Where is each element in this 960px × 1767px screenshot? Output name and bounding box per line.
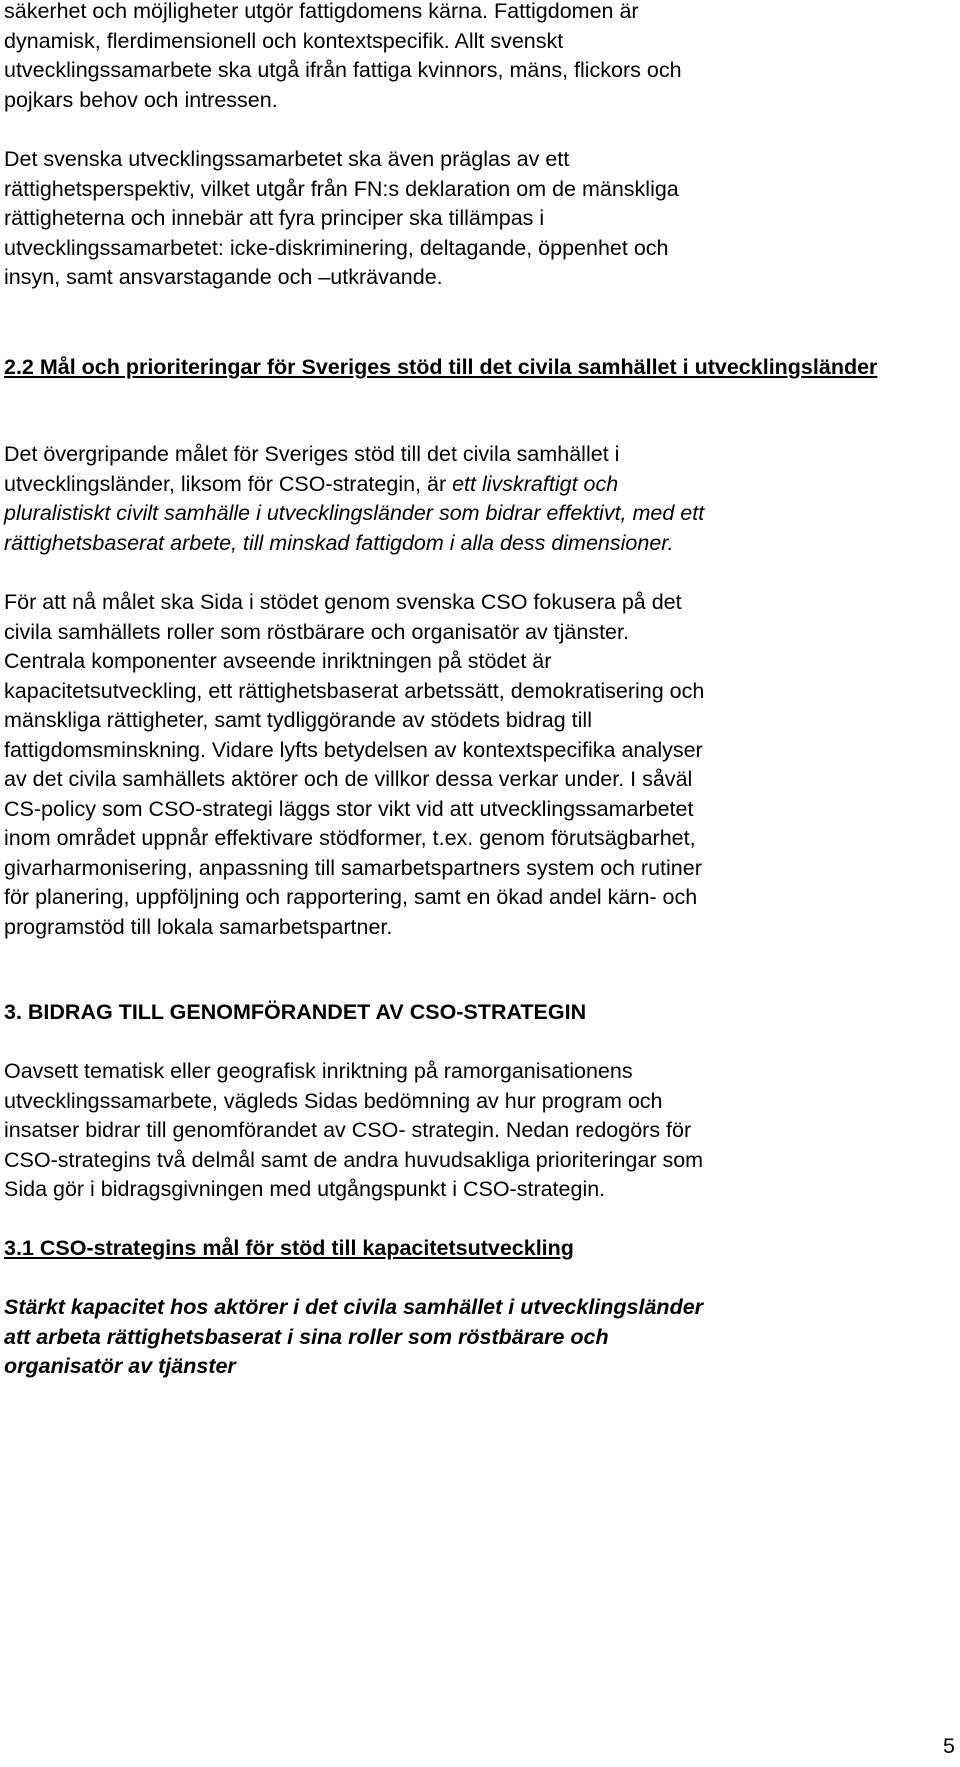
paragraph-rights-perspective: Det svenska utvecklingssamarbetet ska även präglas av ett rättighetsperspektiv, vilket utgår från FN:s deklaration om de mänskliga rättigheterna och innebär att fyra principer ska tillämpas i utvecklingssamarbetet: icke-diskriminering, deltagande, öppenhet och insyn, samt ansvarstagande och –utkrävande. — [4, 147, 679, 289]
paragraph-focus-components: För att nå målet ska Sida i stödet genom svenska CSO fokusera på det civila samhällets roller som röstbärare och organisatör av tjänster. Centrala komponenter avseende inriktningen på stödet är kapacitetsutveckling, ett rättighetsbaserat arbetssätt, demokratisering och mänskliga rättigheter, samt tydliggörande av stödets bidrag till fattigdomsminskning. Vidare lyfts betydelsen av kontextspecifika analyser av det civila samhällets aktörer och de villkor dessa verkar under. I såväl CS-policy som CSO-strategi läggs stor vikt vid att utvecklingssamarbetet inom området uppnår effektivare stödformer, t.ex. genom förutsägbarhet, givarharmonisering, anpassning till samarbetspartners system och rutiner för planering, uppföljning och rapportering, samt en ökad andel kärn- och programstöd till lokala samarbetspartner. — [4, 590, 705, 939]
section-heading-3-1: 3.1 CSO-strategins mål för stöd till kapacitetsutveckling — [4, 1236, 574, 1260]
paragraph-poverty-context: säkerhet och möjligheter utgör fattigdomens kärna. Fattigdomen är dynamisk, flerdimensionell och kontextspecifik. Allt svenskt utvecklingssamarbete ska utgå ifrån fattiga kvinnors, mäns, flickors och pojkars behov och intressen. — [4, 0, 682, 112]
section-heading-3: 3. BIDRAG TILL GENOMFÖRANDET AV CSO-STRATEGIN — [4, 1000, 587, 1024]
overall-goal-italic-text: ett livskraftigt och pluralistiskt civilt samhälle i utvecklingsländer som bidrar effektivt, med ett rättighetsbaserat arbete, till minskad fattigdom i alla dess dimensioner. — [4, 471, 705, 555]
section-heading-2-2: 2.2 Mål och prioriteringar för Sveriges stöd till det civila samhället i utvecklingsländer — [4, 355, 878, 379]
paragraph-contribution: Oavsett tematisk eller geografisk inriktning på ramorganisationens utvecklingssamarbete, vägleds Sidas bedömning av hur program och insatser bidrar till genomförandet av CSO- strategin. Nedan redogörs för CSO-strategins två delmål samt de andra huvudsakliga prioriteringar som Sida gör i bidragsgivningen med utgångspunkt i CSO-strategin. — [4, 1059, 704, 1201]
overall-goal-intro-text: Det övergripande målet för Sveriges stöd till det civila samhället i utvecklingsländer, liksom för CSO-strategin, är — [4, 442, 620, 496]
page-number: 5 — [943, 1734, 955, 1758]
paragraph-capacity-goal: Stärkt kapacitet hos aktörer i det civila samhället i utvecklingsländer att arbeta rättighetsbaserat i sina roller som röstbärare och organisatör av tjänster — [4, 1295, 704, 1378]
paragraph-overall-goal — [4, 440, 939, 558]
